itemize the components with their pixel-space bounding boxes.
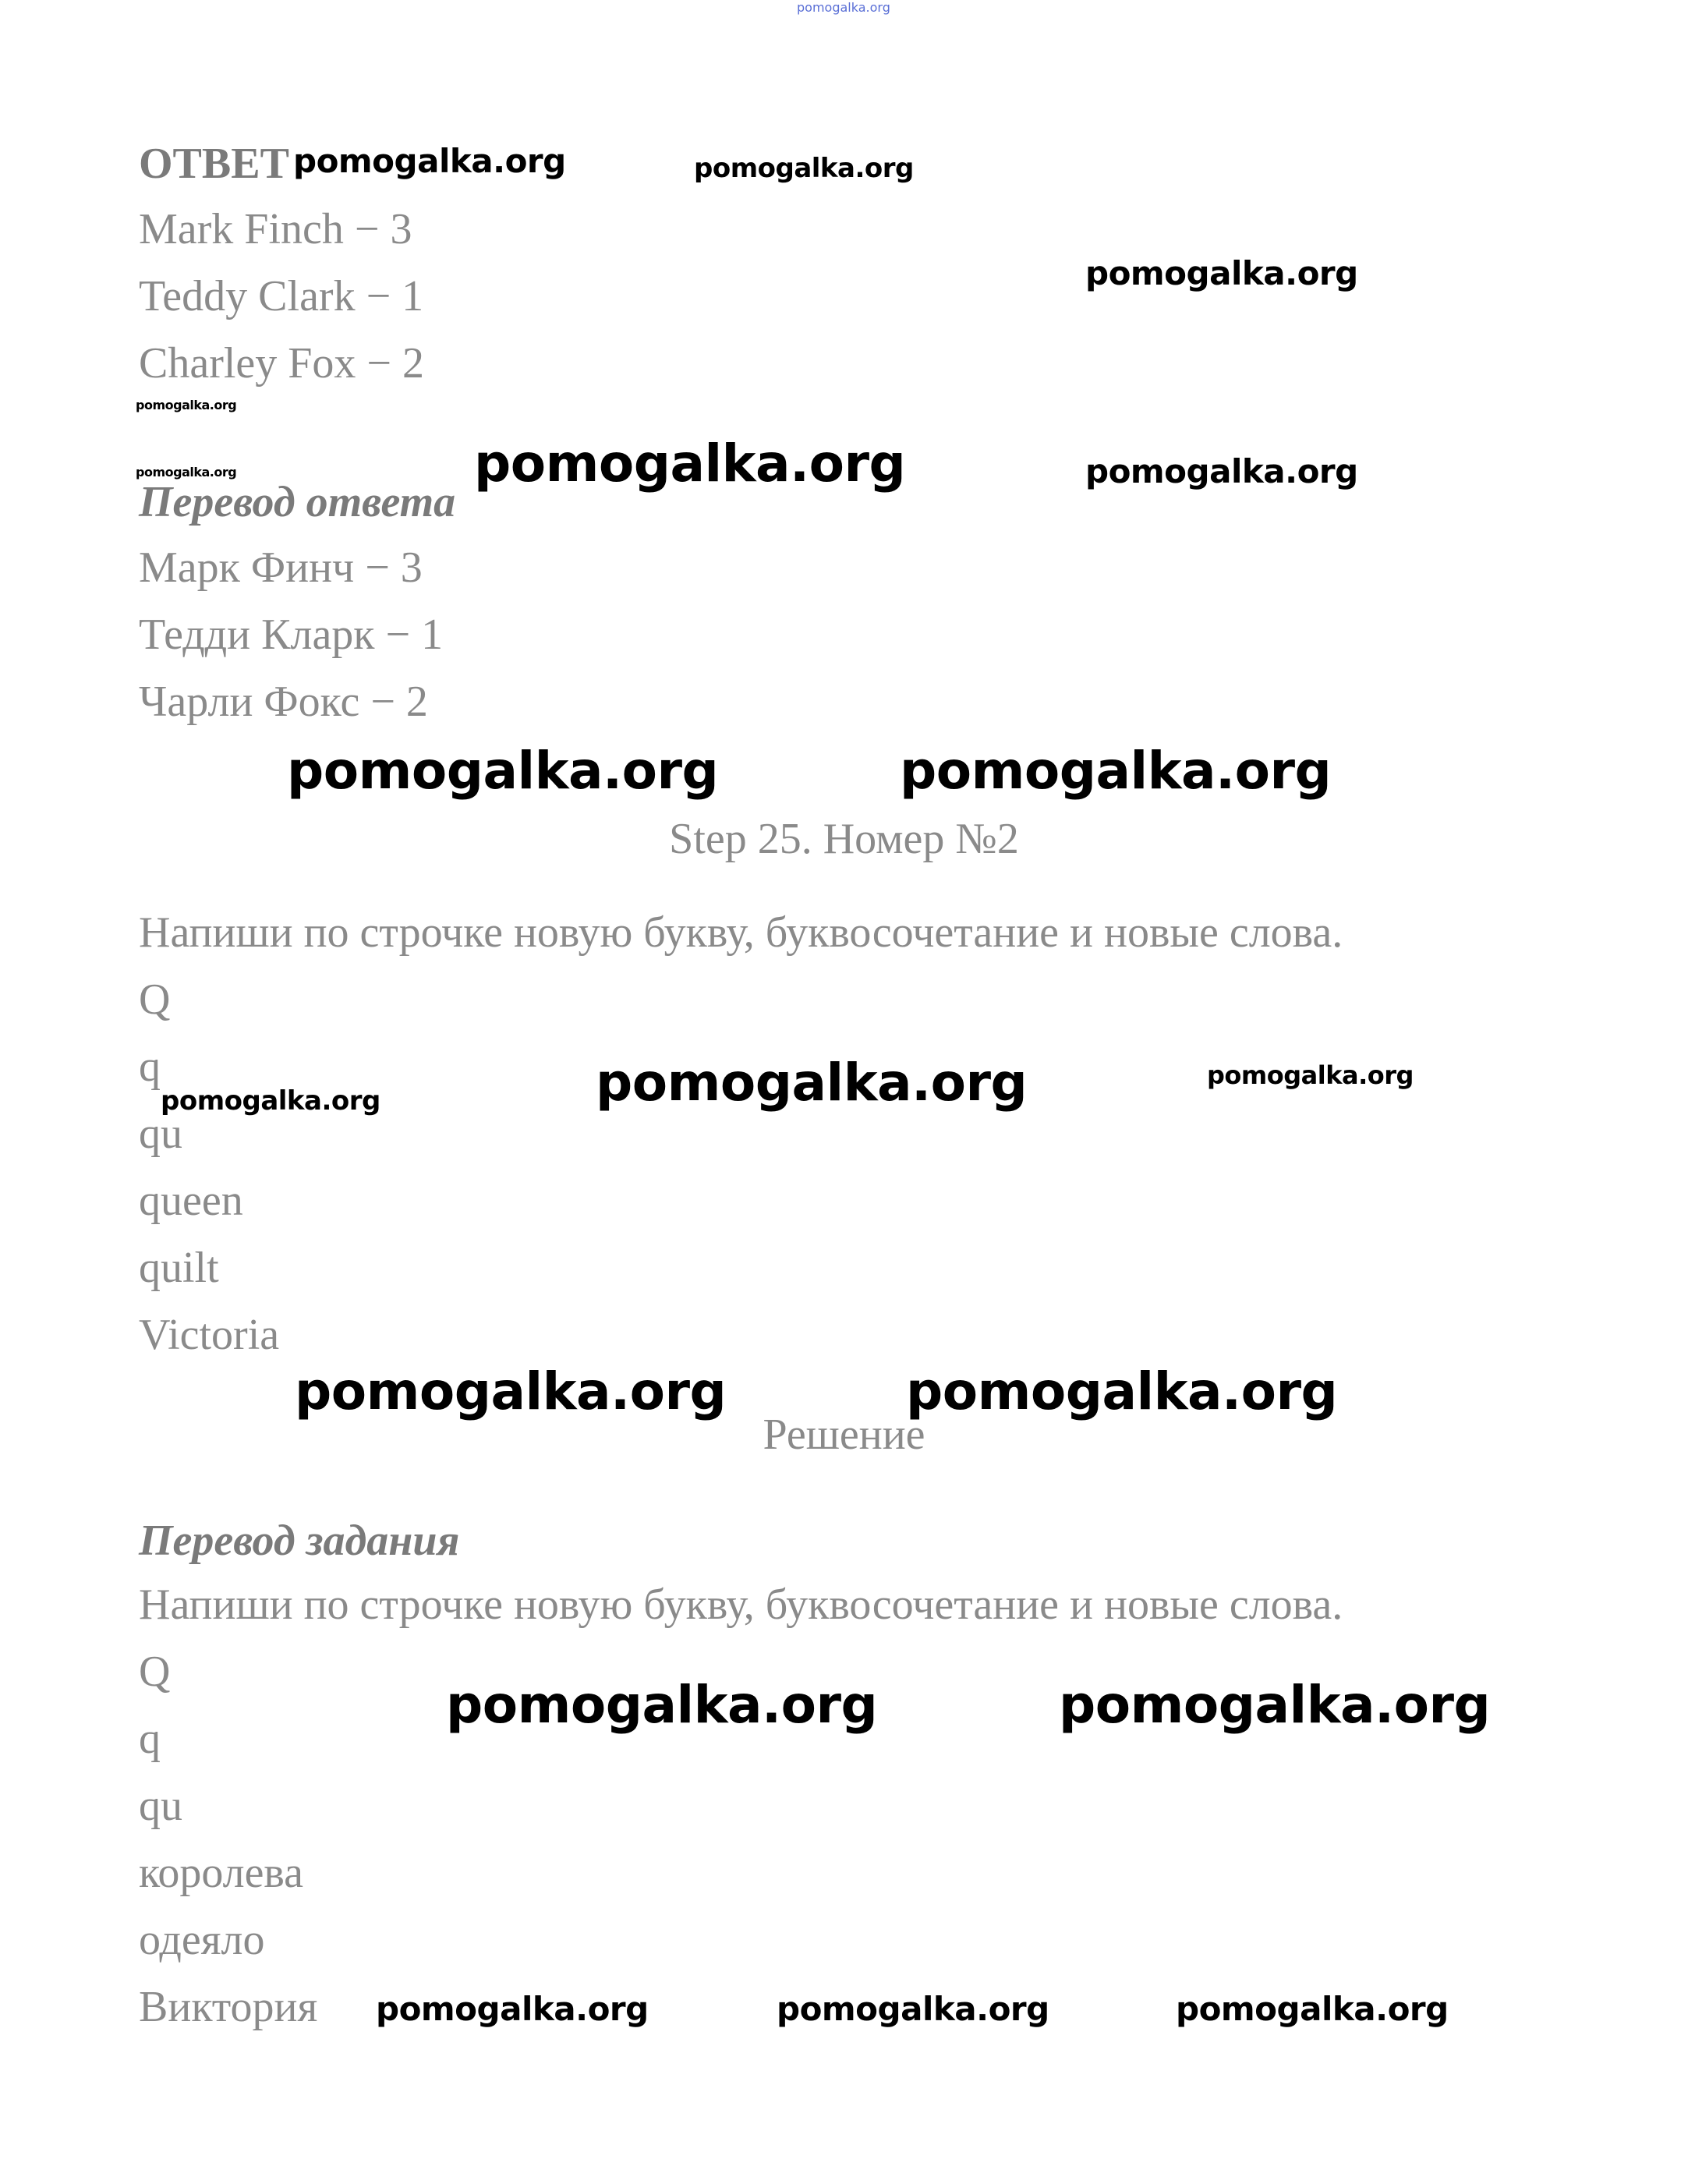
task-line: Q bbox=[139, 975, 171, 1024]
watermark: pomogalka.org bbox=[295, 1361, 727, 1421]
task-line: q bbox=[139, 1042, 161, 1091]
task-line: quilt bbox=[139, 1244, 219, 1292]
answer-translation-line: Тедди Кларк − 1 bbox=[139, 611, 444, 659]
task-translation-line: Виктория bbox=[139, 1983, 318, 2031]
watermark-top: pomogalka.org bbox=[797, 0, 890, 15]
watermark: pomogalka.org bbox=[596, 1053, 1028, 1113]
answer-line: Charley Fox − 2 bbox=[139, 339, 424, 388]
watermark: pomogalka.org bbox=[136, 465, 237, 480]
task-instruction: Напиши по строчке новую букву, буквосочетание и новые слова. bbox=[139, 908, 1343, 957]
task-translation-line: qu bbox=[139, 1782, 182, 1830]
answer-translation-heading: Перевод ответа bbox=[139, 478, 456, 526]
watermark: pomogalka.org bbox=[777, 1990, 1049, 2028]
watermark: pomogalka.org bbox=[287, 741, 719, 801]
watermark: pomogalka.org bbox=[694, 153, 914, 184]
answer-translation-line: Марк Финч − 3 bbox=[139, 543, 423, 592]
watermark: pomogalka.org bbox=[376, 1990, 649, 2028]
task-title: Step 25. Номер №2 bbox=[669, 815, 1019, 863]
watermark: pomogalka.org bbox=[293, 142, 566, 180]
watermark: pomogalka.org bbox=[474, 434, 906, 494]
watermark: pomogalka.org bbox=[900, 741, 1332, 801]
watermark: pomogalka.org bbox=[1176, 1990, 1449, 2028]
answer-line: Teddy Clark − 1 bbox=[139, 272, 424, 320]
task-line: queen bbox=[139, 1177, 243, 1225]
watermark: pomogalka.org bbox=[1085, 254, 1358, 292]
watermark: pomogalka.org bbox=[161, 1085, 380, 1117]
watermark: pomogalka.org bbox=[906, 1361, 1338, 1421]
task-translation-instruction: Напиши по строчке новую букву, буквосочетание и новые слова. bbox=[139, 1580, 1343, 1629]
task-translation-line: одеяло bbox=[139, 1916, 265, 1964]
watermark: pomogalka.org bbox=[446, 1675, 878, 1735]
watermark: pomogalka.org bbox=[1207, 1060, 1414, 1090]
answer-heading: ОТВЕТ bbox=[139, 140, 289, 188]
task-translation-heading: Перевод задания bbox=[139, 1517, 460, 1565]
watermark: pomogalka.org bbox=[1059, 1675, 1491, 1735]
task-translation-line: королева bbox=[139, 1849, 303, 1897]
task-line: qu bbox=[139, 1110, 182, 1158]
answer-translation-line: Чарли Фокс − 2 bbox=[139, 678, 428, 726]
task-translation-line: Q bbox=[139, 1648, 171, 1696]
solution-title: Решение bbox=[763, 1411, 925, 1459]
answer-line: Mark Finch − 3 bbox=[139, 205, 412, 253]
task-translation-line: q bbox=[139, 1715, 161, 1763]
watermark: pomogalka.org bbox=[1085, 452, 1358, 490]
watermark: pomogalka.org bbox=[136, 398, 237, 412]
task-line: Victoria bbox=[139, 1311, 280, 1359]
